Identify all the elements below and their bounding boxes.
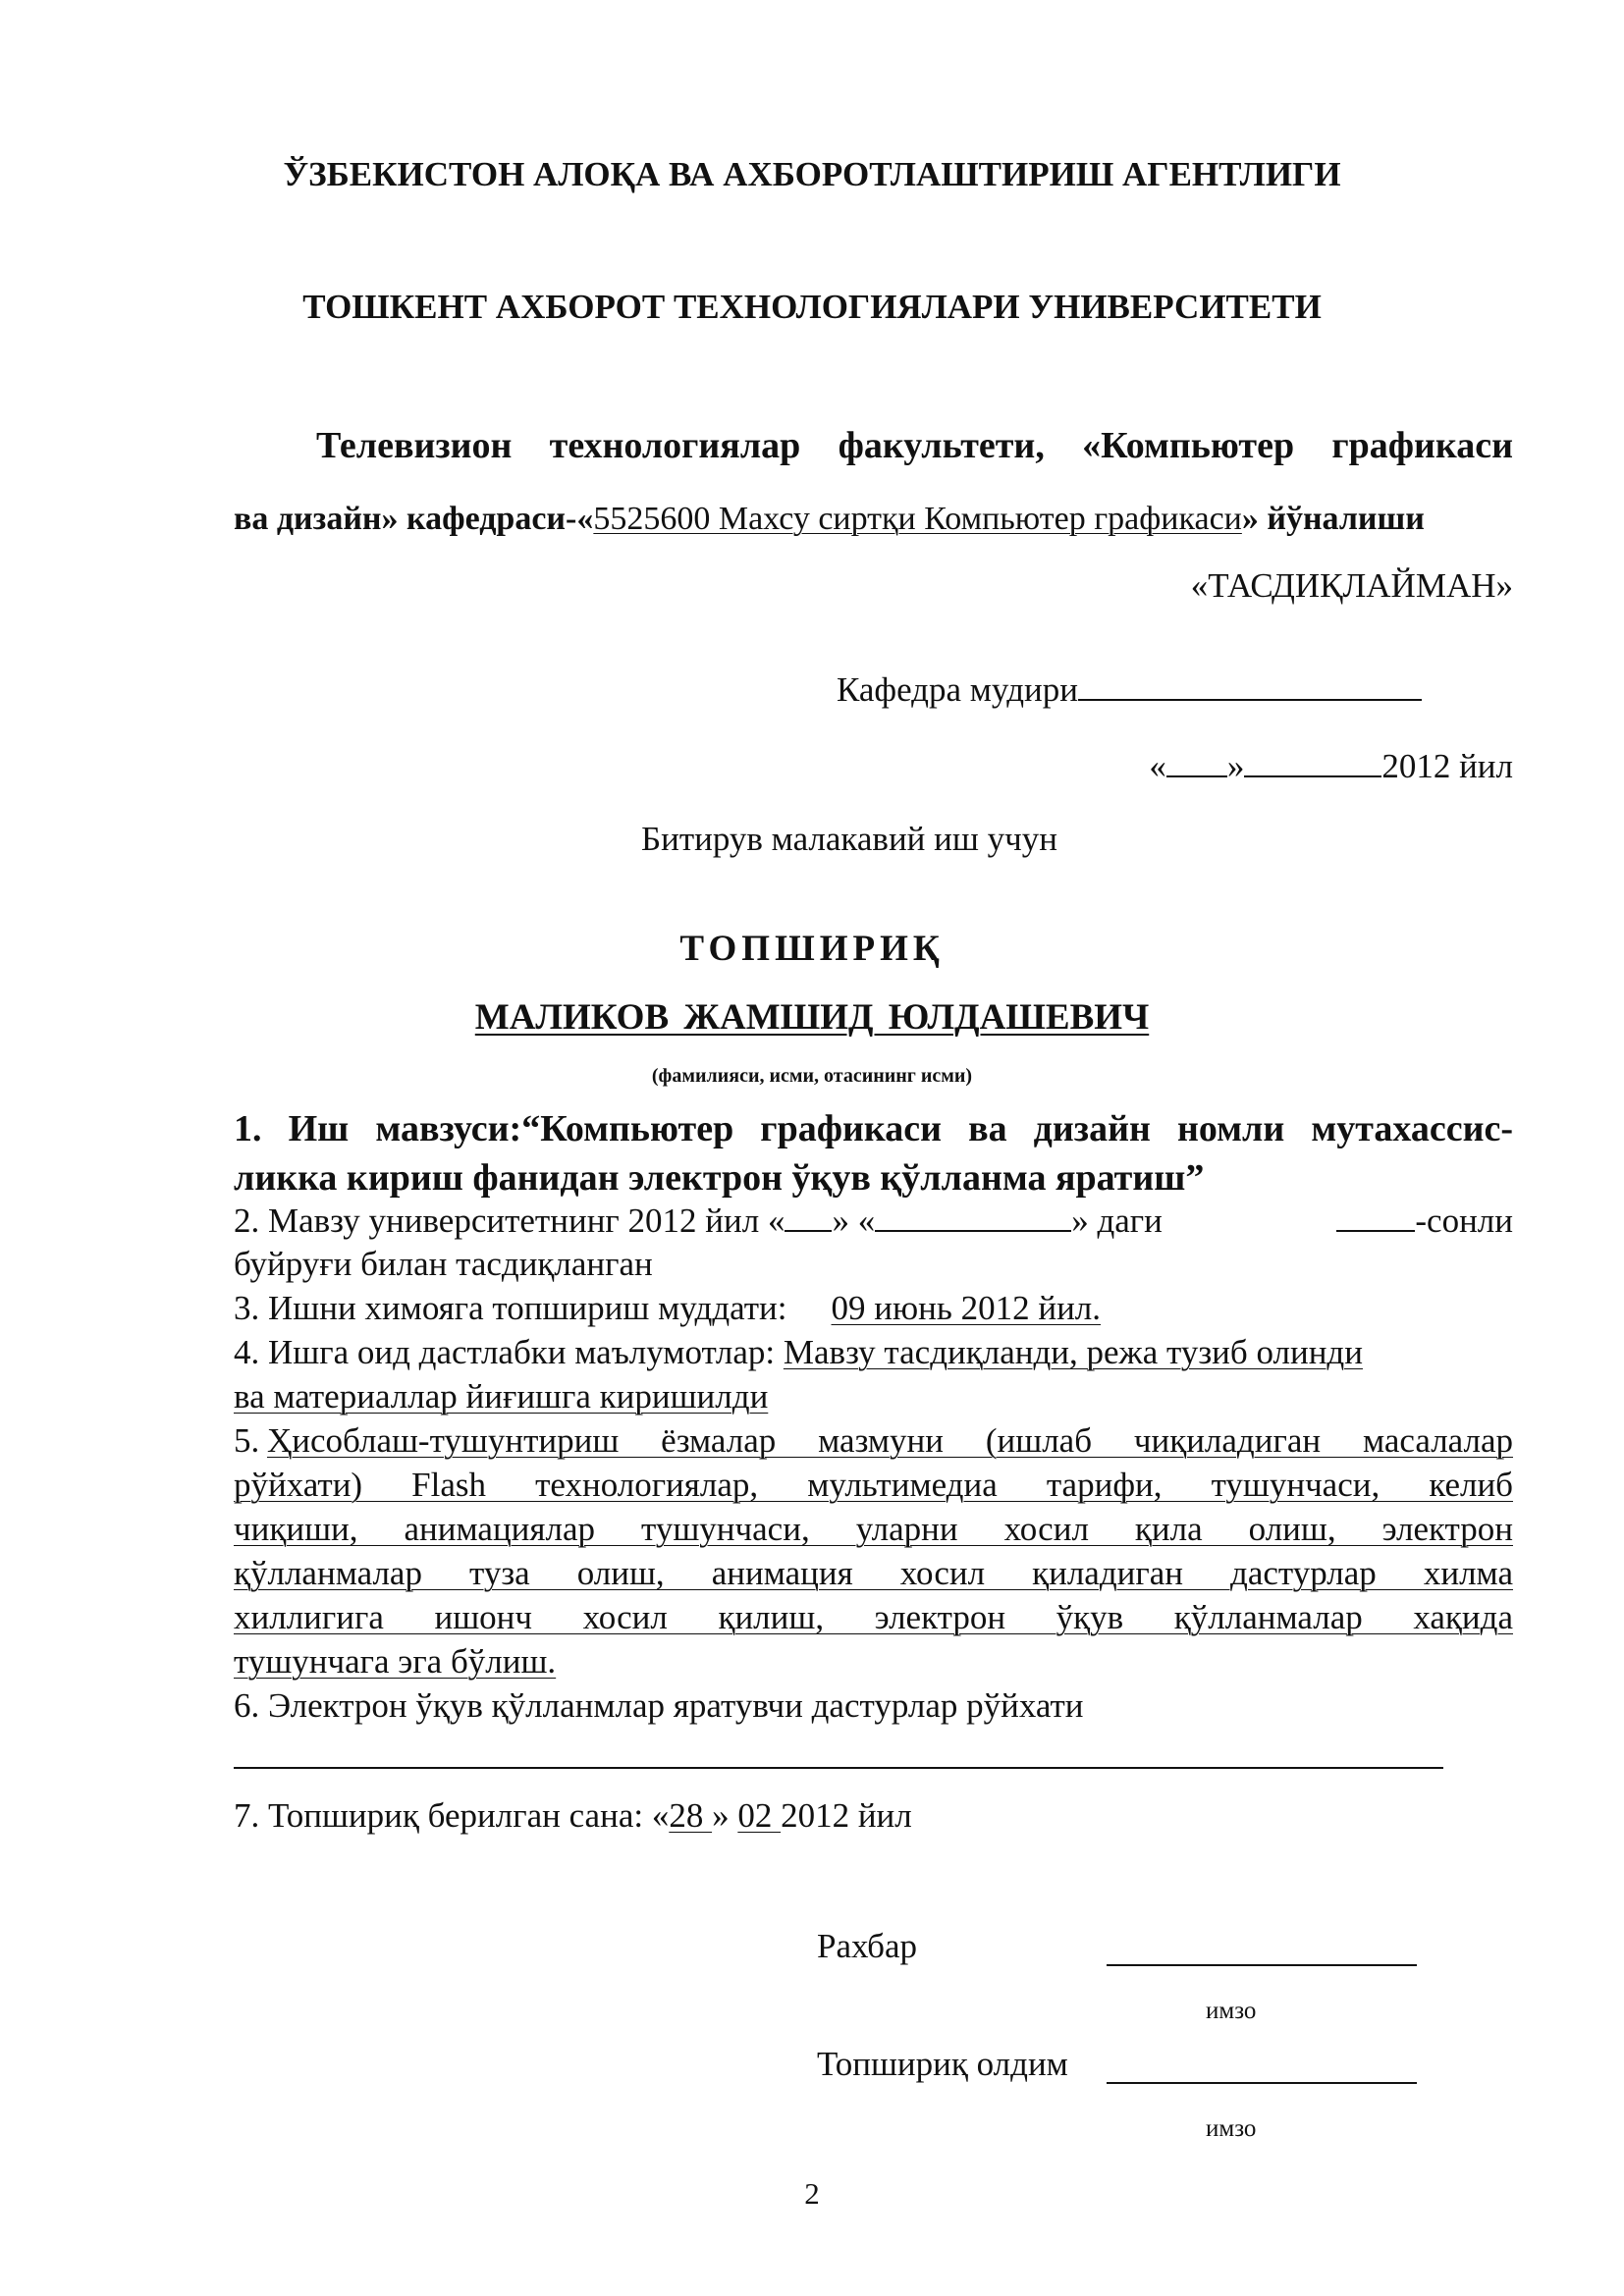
item-2-text-b: » « [832,1201,876,1240]
item-3 [234,1289,1101,1328]
name-hint: (фамилияси, исми, отасининг исми) [651,1065,973,1087]
item-7-label: 7. Топшириқ берилган сана: « [234,1796,670,1835]
item-5-prefix: 5. [234,1421,260,1460]
item-5-line-6: тушунчага эга бўлиш. [234,1642,557,1681]
item-6-blank-line [234,1767,1443,1769]
supervisor-signature-blank [1107,1964,1417,1966]
item-1-line-2: ликка кириш фанидан электрон ўқув қўлланма яратиш” [234,1157,1205,1199]
signature-hint-1: имзо [1206,1998,1257,2024]
received-label: Топшириқ олдим [817,2045,1068,2083]
item-2-month-blank [875,1201,1071,1232]
item-4-line-2 [234,1377,1363,1421]
item-7-month: 02 [737,1796,782,1835]
agency-title: ЎЗБЕКИСТОН АЛОҚА ВА АХБОРОТЛАШТИРИШ АГЕНТЛИГИ [283,155,1341,193]
item-7-year: 2012 йил [781,1796,912,1835]
item-1-line-1: 1. Иш мавзуси:“Компьютер графикаси ва дизайн номли мутахассис- [234,1108,1513,1149]
item-4-label: 4. Ишга оид дастлабки маълумотлар: [234,1333,784,1371]
head-label: Кафедра мудири [837,670,1078,709]
item-2 [234,1201,1513,1289]
faculty-line-1-text: Телевизион технологиялар факультети, «Компьютер графикаси [316,425,1513,466]
item-2-decree-number [1336,1201,1513,1241]
item-6: 6. Электрон ўқув қўлланмлар яратувчи дастурлар рўйхати [234,1686,1084,1725]
item-5-line-4: қўлланмалар туза олиш, анимация хосил қиладиган дастурлар хилма [234,1554,1513,1592]
received-signature-blank [1107,2082,1417,2084]
date-open-quote: « [1149,747,1166,785]
faculty-line-2-prefix: ва дизайн» кафедраси-« [234,501,594,537]
item-2-text-d: -сонли [1415,1201,1513,1240]
item-2-day-blank [785,1201,832,1232]
item-7-mid: » [712,1796,738,1835]
item-3-deadline: 09 июнь 2012 йил. [831,1289,1102,1327]
approve-stamp: «ТАСДИҚЛАЙМАН» [1190,566,1513,605]
item-7-day: 28 [669,1796,713,1835]
date-month-blank [1244,746,1381,777]
university-title: ТОШКЕНТ АХБОРОТ ТЕХНОЛОГИЯЛАРИ УНИВЕРСИТЕТИ [302,288,1322,326]
item-5-line-5: хиллигига ишонч хосил қилиш, электрон ўқув қўлланмалар хақида [234,1598,1513,1636]
date-day-blank [1166,746,1227,777]
item-2-line-1 [234,1201,1513,1245]
item-2-text-a: 2. Мавзу университетнинг 2012 йил « [234,1201,785,1240]
approval-date [1149,746,1513,786]
item-5-line-1: Ҳисоблаш-тушунтириш ёзмалар мазмуни (ишлаб чиқиладиган масалалар [267,1421,1513,1460]
student-name: МАЛИКОВ ЖАМШИД ЮЛДАШЕВИЧ [474,997,1150,1038]
item-2-text-c: » даги [1071,1201,1163,1240]
head-signature-blank [1078,669,1422,701]
date-close-quote: » [1226,747,1245,785]
item-5-line-2: рўйхати) Flash технологиялар, мультимедиа тарифи, тушунчаси, келиб [234,1466,1513,1504]
item-2-line-2: буйруғи билан тасдиқланган [234,1245,653,1283]
head-of-department [837,669,1422,710]
task-title: ТОПШИРИҚ [679,929,945,969]
item-2-decree-date [234,1201,1163,1241]
item-4-value-2: ва материаллар йиғишга киришилди [234,1377,769,1415]
item-5 [234,1421,1513,1686]
item-4-value-1: Мавзу тасдиқланди, режа тузиб олинди [783,1333,1363,1371]
item-1 [234,1107,1513,1201]
faculty-line-1 [316,424,1513,467]
item-3-label: 3. Ишни химояга топшириш муддати: [234,1289,787,1327]
faculty-line-2-suffix: » йўналиши [1241,501,1425,537]
item-7 [234,1796,912,1836]
date-year: 2012 йил [1381,747,1513,785]
supervisor-label: Рахбар [817,1927,918,1965]
faculty-line-2 [234,501,1425,538]
item-4-line-1 [234,1333,1363,1377]
item-2-number-blank [1336,1201,1415,1232]
item-5-line-3: чиқиши, анимациялар тушунчаси, уларни хосил қила олиш, электрон [234,1510,1513,1548]
direction-name: 5525600 Махсу сиртқи Компьютер графикаси [593,501,1242,537]
purpose-line: Битирув малакавий иш учун [641,820,1057,858]
page-number: 2 [804,2176,820,2211]
received-line [817,2045,1068,2084]
signature-hint-2: имзо [1206,2115,1257,2142]
item-4 [234,1333,1363,1421]
